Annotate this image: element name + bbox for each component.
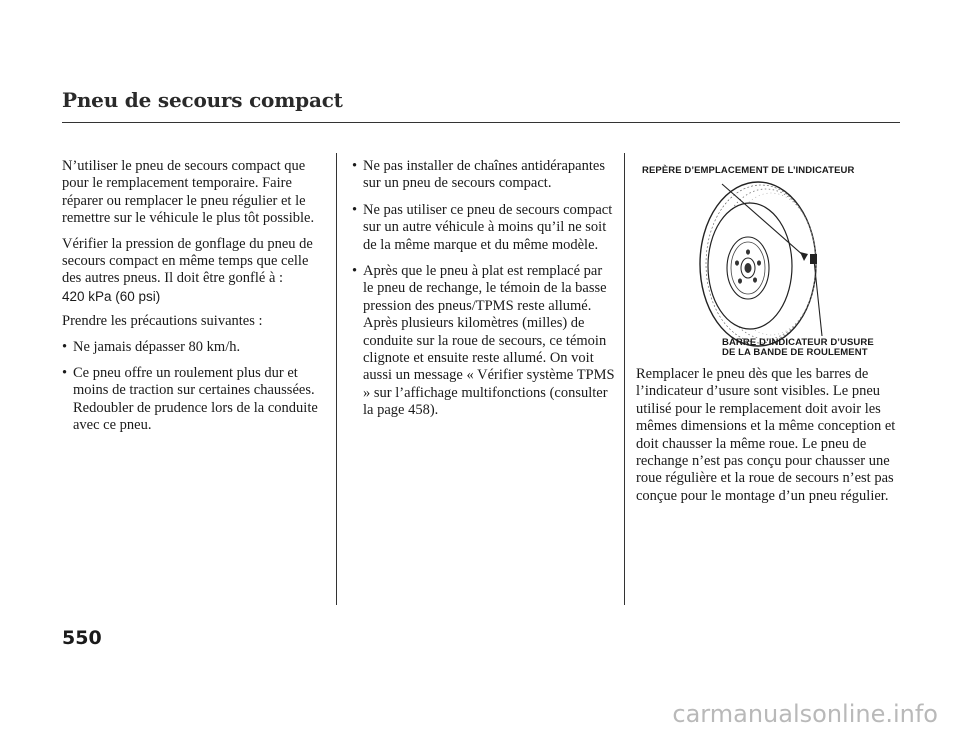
paragraph-wear-replacement: Remplacer le pneu dès que les barres de l’indicateur d’usure sont visibles. Le pneu utilisé pour le remplacement doit avoir les mêmes dimensions et la même conception et doit chausser la même roue. Le pneu de rechange n’est pas conçu pour chausser une roue régulière et la roue de secours n’est pas conçue pour le montage d’un pneu régulier. bbox=[636, 366, 896, 504]
list-item bbox=[62, 339, 326, 356]
list-item-text: Après que le pneu à plat est remplacé par le pneu de rechange, le témoin de la basse pression des pneus/TPMS reste allumé. Après plusieurs kilomètres (milles) de conduite sur la roue de secours, ce témoin clignote et ensuite reste allumé. On voit aussi un message « Vérifier système TPMS » sur l’affichage multifonctions (consulter la page 458). bbox=[363, 263, 615, 419]
list-item bbox=[352, 158, 616, 193]
bullet-glyph: • bbox=[352, 201, 358, 218]
list-item bbox=[352, 202, 616, 254]
column-divider-1 bbox=[336, 153, 337, 605]
watermark: carmanualsonline.info bbox=[672, 700, 938, 728]
pressure-value: 420 kPa (60 psi) bbox=[62, 288, 161, 304]
list-item bbox=[62, 365, 326, 435]
tire-figure bbox=[636, 160, 902, 360]
title-rule bbox=[62, 122, 900, 123]
column-divider-2 bbox=[624, 153, 625, 605]
paragraph-pressure-check: Vérifier la pression de gonflage du pneu de secours compact en même temps que celle des autres pneus. Il doit être gonflé à : bbox=[62, 235, 313, 287]
bullet-glyph: • bbox=[62, 338, 68, 355]
figure-label-top: REPÈRE D’EMPLACEMENT DE L’INDICATEUR bbox=[642, 165, 855, 176]
column-3 bbox=[636, 366, 900, 513]
paragraph-spare-usage: N’utiliser le pneu de secours compact que pour le remplacement temporaire. Faire réparer ou remplacer le pneu régulier et le remettre sur le véhicule le plus tôt possible. bbox=[62, 158, 315, 227]
list-item-text: Ne pas utiliser ce pneu de secours compact sur un autre véhicule à moins qu’il ne soit de la même marque et du même modèle. bbox=[363, 201, 613, 253]
bullet-glyph: • bbox=[352, 158, 358, 174]
list-item-text: Ce pneu offre un roulement plus dur et moins de traction sur certaines chaussées. Redoubler de prudence lors de la conduite avec ce pneu. bbox=[73, 365, 318, 434]
tire-illustration bbox=[636, 160, 902, 360]
figure-label-bottom-1: BARRE D’INDICATEUR D’USURE bbox=[722, 337, 874, 348]
column-1 bbox=[62, 158, 326, 444]
bullet-glyph: • bbox=[352, 263, 358, 280]
list-item-text: Ne pas installer de chaînes antidérapantes sur un pneu de secours compact. bbox=[363, 158, 605, 192]
leader-line-bottom bbox=[814, 260, 822, 336]
page-number: 550 bbox=[62, 627, 102, 649]
paragraph-precautions: Prendre les précautions suivantes : bbox=[62, 313, 263, 330]
page-title: Pneu de secours compact bbox=[62, 88, 343, 112]
figure-label-bottom-2: DE LA BANDE DE ROULEMENT bbox=[722, 347, 868, 358]
list-item-text: Ne jamais dépasser 80 km/h. bbox=[73, 338, 241, 355]
column-2 bbox=[352, 158, 616, 429]
bullet-glyph: • bbox=[62, 365, 68, 382]
wear-bar-marker bbox=[810, 254, 817, 264]
list-item bbox=[352, 263, 616, 420]
